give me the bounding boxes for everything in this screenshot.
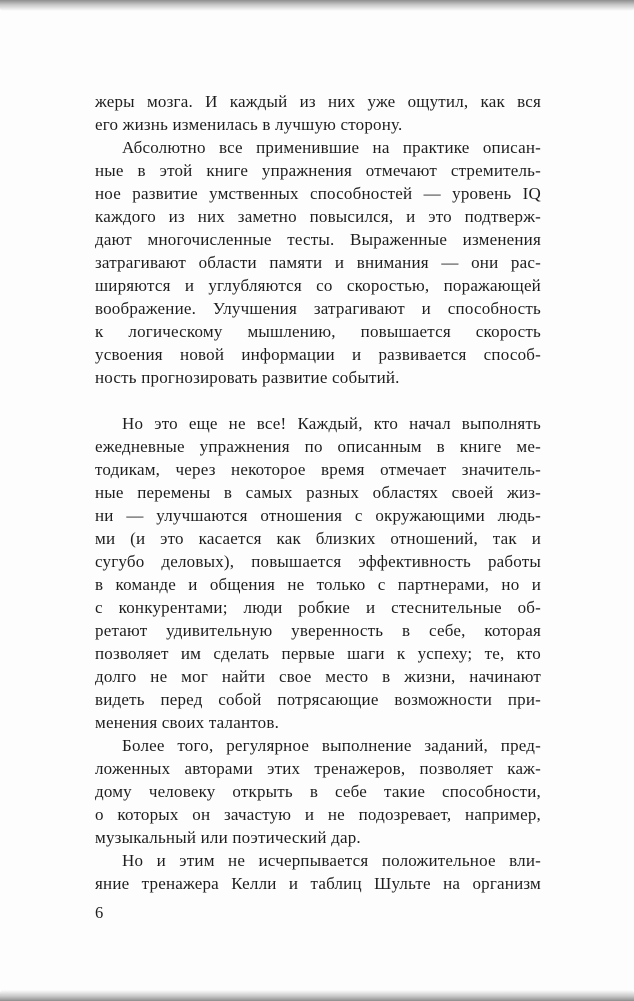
- paragraph: [95, 412, 541, 734]
- text-line: ежедневные упражнения по описанным в книге ме-: [95, 437, 541, 456]
- text-line: яние тренажера Келли и таблиц Шульте на организм: [95, 874, 541, 893]
- text-line: ни — улучшаются отношения с окружающими людь-: [95, 506, 541, 525]
- paragraph: [95, 136, 541, 389]
- text-line: с конкурентами; люди робкие и стеснительные об-: [95, 598, 541, 617]
- text-line: Но это еще не все! Каждый, кто начал выполнять: [122, 414, 541, 433]
- text-line: ложенных авторами этих тренажеров, позволяет каж-: [95, 759, 541, 778]
- text-line: музыкальный или поэтический дар.: [95, 828, 361, 847]
- text-line: ность прогнозировать развитие событий.: [95, 368, 400, 387]
- text-line: менения своих талантов.: [95, 713, 280, 732]
- text-line: тодикам, через некоторое время отмечает значитель-: [95, 460, 541, 479]
- text-line: о которых он зачастую и не подозревает, например,: [95, 805, 541, 824]
- text-line: дают многочисленные тесты. Выраженные изменения: [95, 230, 541, 249]
- text-line: затрагивают области памяти и внимания — они рас-: [95, 253, 541, 272]
- page-text: [95, 90, 541, 895]
- text-line: ные перемены в самых разных областях своей жиз-: [95, 483, 541, 502]
- text-line: воображение. Улучшения затрагивают и способность: [95, 299, 541, 318]
- text-line: к логическому мышлению, повышается скорость: [95, 322, 541, 341]
- paragraph: [95, 90, 541, 136]
- text-line: ное развитие умственных способностей — уровень IQ: [95, 184, 541, 203]
- paragraph: [95, 734, 541, 849]
- text-line: ные в этой книге упражнения отмечают стремитель-: [95, 161, 541, 180]
- text-line: видеть перед собой потрясающие возможности при-: [95, 690, 541, 709]
- text-line: усвоения новой информации и развивается способ-: [95, 345, 541, 364]
- page-bottom-edge: [0, 990, 634, 1001]
- text-line: ми (и это касается как близких отношений, так и: [95, 529, 541, 548]
- text-line: Более того, регулярное выполнение заданий, пред-: [122, 736, 541, 755]
- text-line: ретают удивительную уверенность в себе, которая: [95, 621, 541, 640]
- paragraph: [95, 849, 541, 895]
- text-line: в команде и общения не только с партнерами, но и: [95, 575, 541, 594]
- text-line: дому человеку открыть в себе такие способности,: [95, 782, 541, 801]
- page-number: 6: [95, 903, 104, 922]
- text-line: долго не мог найти свое место в жизни, начинают: [95, 667, 541, 686]
- text-line: сугубо деловых), повышается эффективность работы: [95, 552, 541, 571]
- text-line: его жизнь изменилась в лучшую сторону.: [95, 115, 403, 134]
- text-line: позволяет им сделать первые шаги к успеху; те, кто: [95, 644, 541, 663]
- page-top-edge: [0, 0, 634, 11]
- text-line: Но и этим не исчерпывается положительное вли-: [122, 851, 541, 870]
- text-line: Абсолютно все применившие на практике описан-: [122, 138, 541, 157]
- text-line: ширяются и углубляются со скоростью, поражающей: [95, 276, 541, 295]
- text-line: каждого из них заметно повысился, и это подтверж-: [95, 207, 541, 226]
- text-line: жеры мозга. И каждый из них уже ощутил, как вся: [95, 92, 541, 111]
